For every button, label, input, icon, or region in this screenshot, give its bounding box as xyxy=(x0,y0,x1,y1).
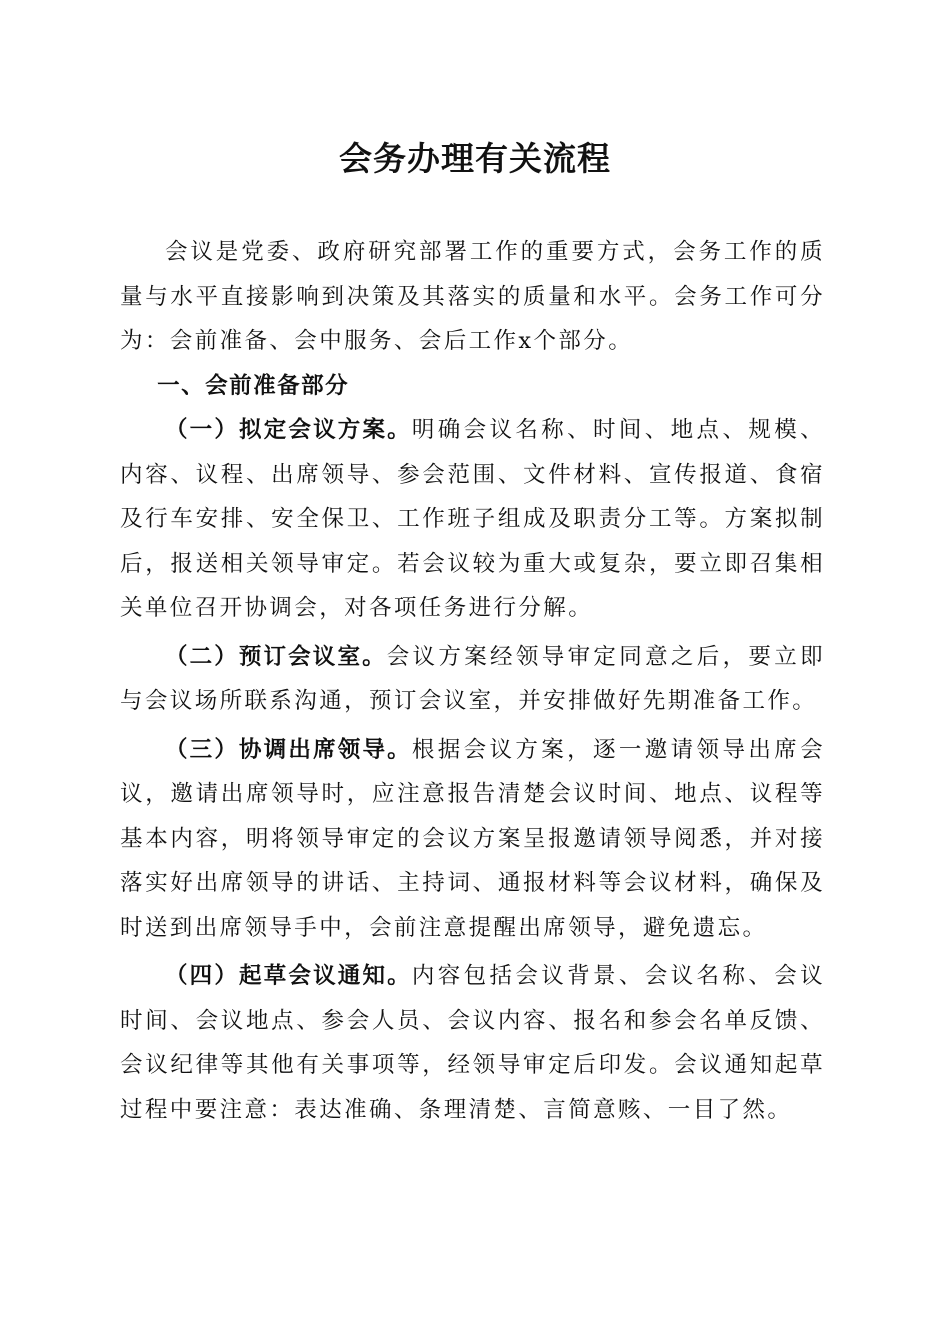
intro-paragraph: 会议是党委、政府研究部署工作的重要方式，会务工作的质量与水平直接影响到决策及其落实的质量和水平。会务工作可分为：会前准备、会中服务、会后工作x个部分。 xyxy=(120,239,825,354)
item-text: 明确会议名称、时间、地点、规模、内容、议程、出席领导、参会范围、文件材料、宣传报道、食宿及行车安排、安全保卫、工作班子组成及职责分工等。方案拟制后，报送相关领导审定。若会议较为重大或复杂，要立即召集相关单位召开协调会，对各项任务进行分解。 xyxy=(120,417,825,621)
document-title: 会务办理有关流程 xyxy=(339,139,611,178)
item-text: 内容包括会议背景、会议名称、会议时间、会议地点、参会人员、会议内容、报名和参会名单反馈、会议纪律等其他有关事项等，经领导审定后印发。会议通知起草过程中要注意：表达准确、条理清楚、言简意赅、一目了然。 xyxy=(120,963,825,1123)
item-paragraph xyxy=(120,635,825,724)
item-text: 会议方案经领导审定同意之后，要立即与会议场所联系沟通，预订会议室，并安排做好先期准备工作。 xyxy=(120,643,825,714)
item-paragraph xyxy=(120,728,825,951)
item-title: （二）预订会议室。 xyxy=(165,643,387,670)
document-body xyxy=(120,230,825,1132)
item-title: （三）协调出席领导。 xyxy=(165,736,412,763)
item-title: （一）拟定会议方案。 xyxy=(165,417,412,443)
item-text: 根据会议方案，逐一邀请领导出席会议，邀请出席领导时，应注意报告清楚会议时间、地点、议程等基本内容，明将领导审定的会议方案呈报邀请领导阅悉，并对接落实好出席领导的讲话、主持词、通报材料等会议材料，确保及时送到出席领导手中，会前注意提醒出席领导，避免遗忘。 xyxy=(120,736,825,941)
item-paragraph xyxy=(120,408,825,631)
item-paragraph xyxy=(120,954,825,1132)
section-heading: 一、会前准备部分 xyxy=(157,372,350,399)
item-title: （四）起草会议通知。 xyxy=(165,963,412,989)
